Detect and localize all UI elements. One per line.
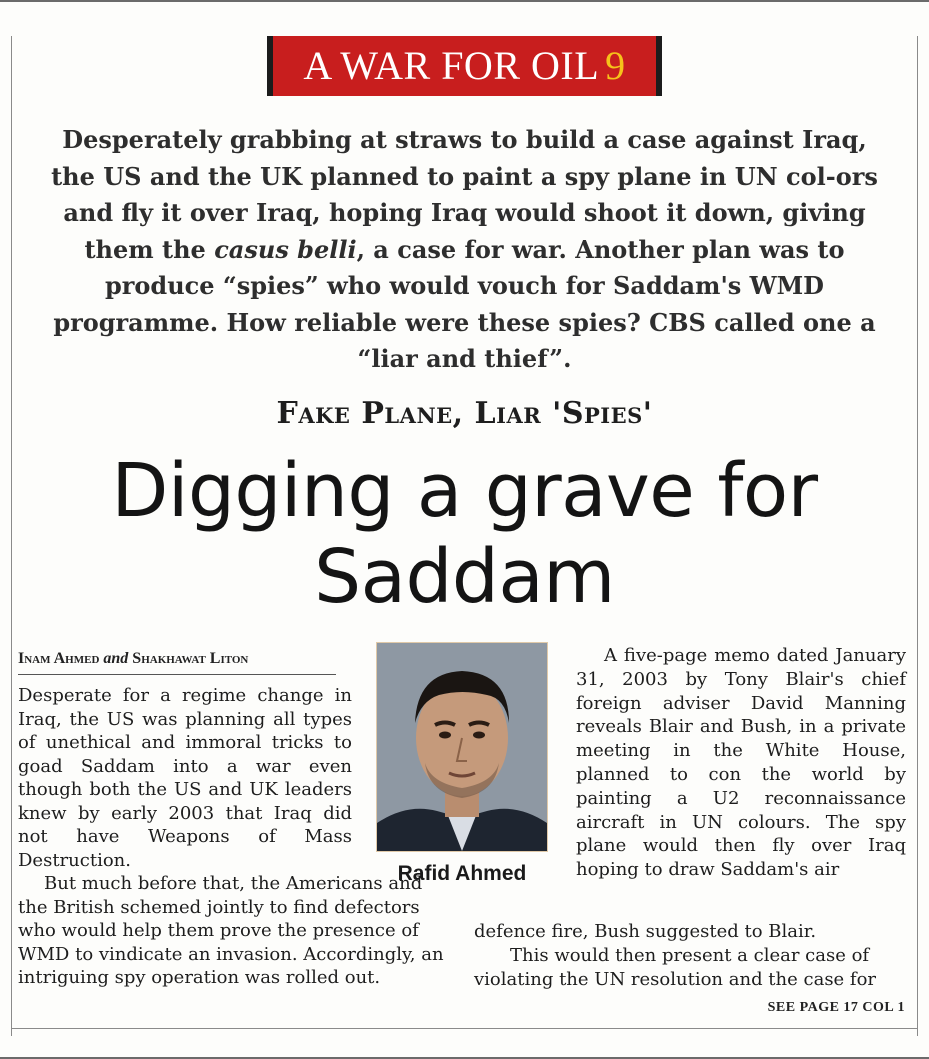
byline-author-2: Shakhawat Liton: [132, 650, 249, 667]
byline-and: and: [103, 650, 129, 667]
kicker-banner: [0, 36, 929, 96]
kicker-text: A WAR FOR OIL: [303, 43, 600, 88]
portrait-photo: [376, 642, 548, 852]
series-kicker: [267, 36, 661, 96]
intro-text-1: Desperately grabbing at straws to build a case against Iraq, the US and the UK planned to paint a spy plane in UN col-ors and fly it over Iraq, hoping Iraq would shoot it down, giving them the: [51, 125, 878, 264]
right-column-rule: [917, 36, 918, 1036]
byline: [18, 648, 336, 675]
right-paragraph-1-end: defence fire, Bush suggested to Blair.: [474, 921, 817, 942]
bottom-rule: [11, 1028, 918, 1029]
intro-summary: [40, 122, 889, 378]
right-article-column-bottom: [474, 920, 906, 991]
right-paragraph-2: This would then present a clear case of violating the UN resolution and the case for: [474, 944, 877, 990]
continued-jump-line: SEE PAGE 17 COL 1: [767, 1000, 905, 1015]
photo-caption: Rafid Ahmed: [397, 862, 527, 885]
intro-italic: casus belli: [214, 234, 357, 264]
portrait-illustration: [377, 643, 547, 851]
right-article-column: [576, 644, 906, 882]
byline-author-1: Inam Ahmed: [18, 650, 100, 667]
right-paragraph-1: A five-page memo dated January 31, 2003 by Tony Blair's chief foreign adviser David Manning reveals Blair and Bush, in a private meeting in the White House, planned to con the world by painting a U2 reconnaissance aircraft in UN colours. The spy plane would then fly over Iraq hoping to draw Saddam's air: [576, 645, 906, 881]
main-headline: Digging a grave for Saddam: [111, 448, 818, 620]
intro-text-2: , a case for war. Another plan was to produce “spies” who would vouch for Saddam's WMD programme. How reliable were these spies? CBS called one a “liar and thief”.: [53, 234, 876, 373]
overline-headline: Fake Plane, Liar 'Spies': [276, 396, 653, 431]
left-paragraph-1: Desperate for a regime change in Iraq, the US was planning all types of unethical and immoral tricks to goad Saddam into a war even though both the US and UK leaders knew by early 2003 that Iraq did not have Weapons of Mass Destruction.: [18, 685, 352, 871]
series-number: 9: [605, 43, 626, 88]
left-paragraph-2: But much before that, the Americans and the British schemed jointly to find defectors who would help them prove the presence of WMD to vindicate an invasion. Accordingly, an intriguing spy operation was rolled out.: [18, 873, 444, 988]
left-column-rule: [11, 36, 12, 1036]
